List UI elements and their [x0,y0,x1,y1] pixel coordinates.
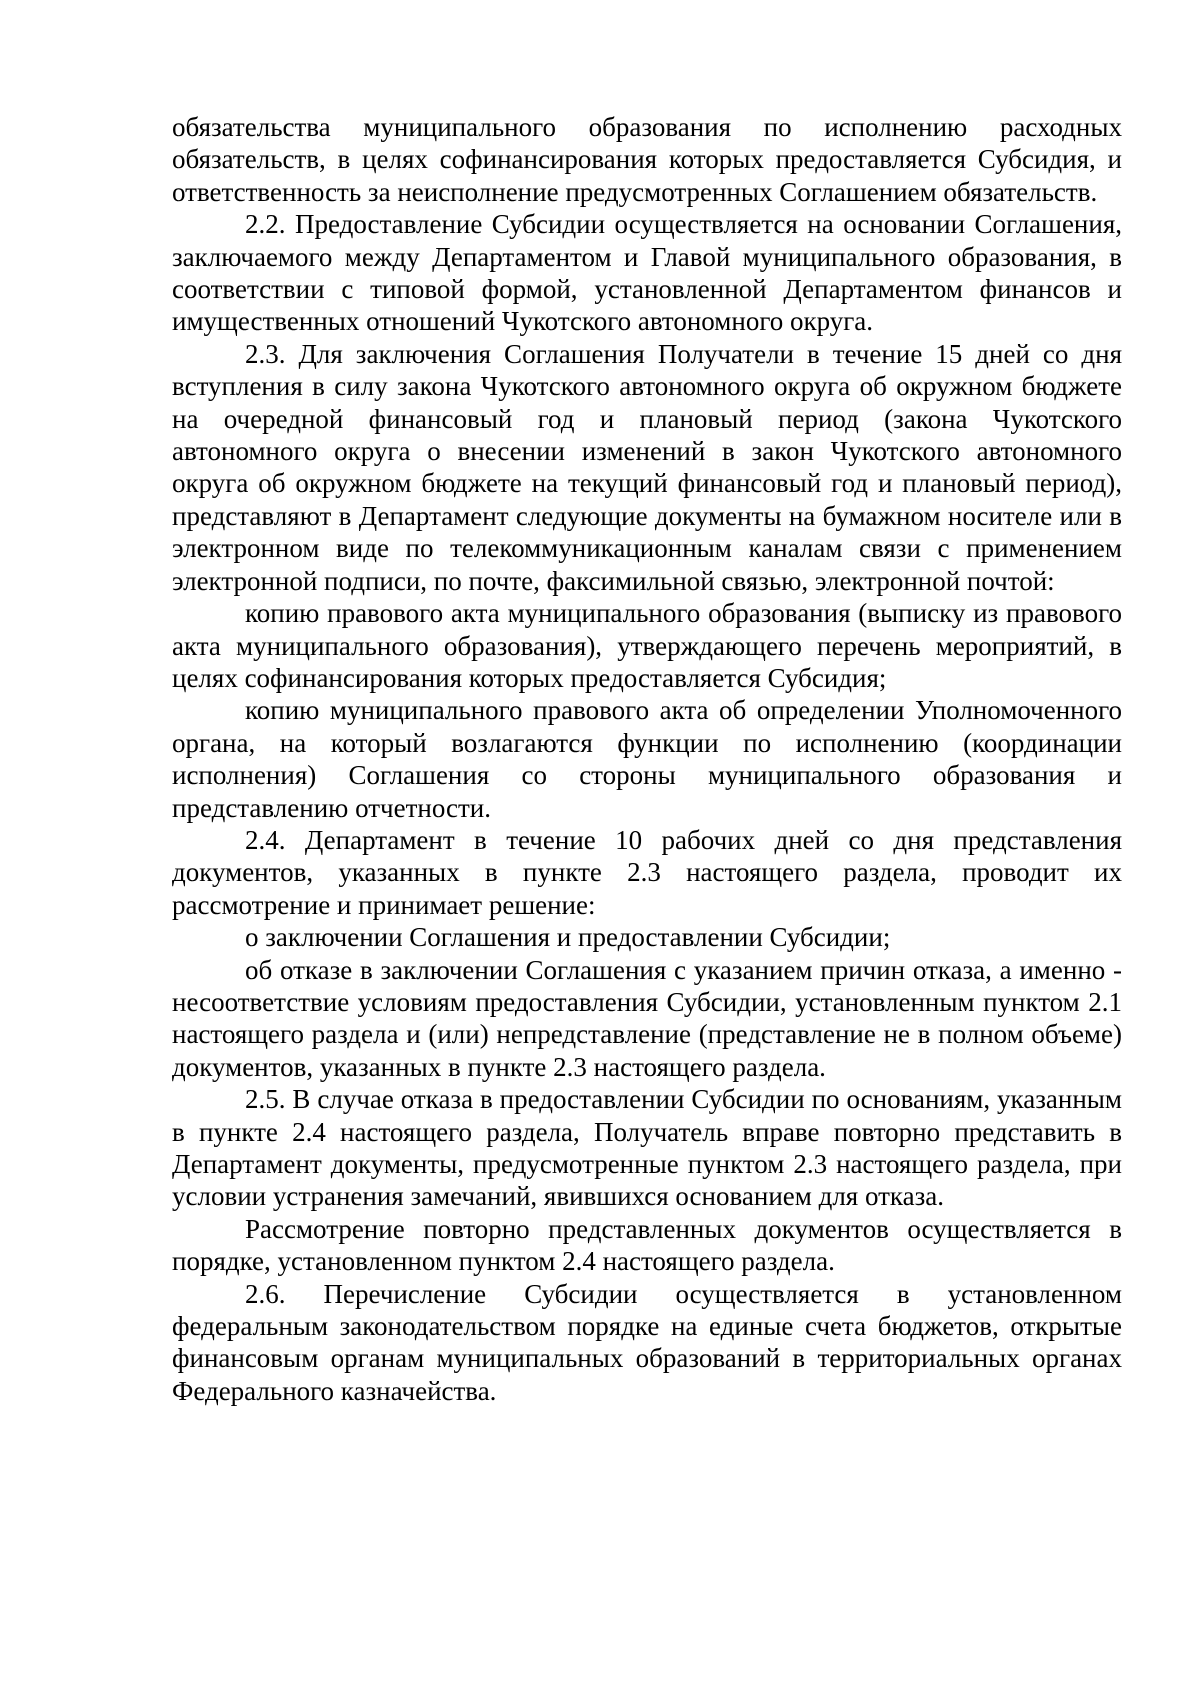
paragraph-2-3: 2.3. Для заключения Соглашения Получатели в течение 15 дней со дня вступления в силу закона Чукотского автономного округа об окружном бюджете на очередной финансовый год и плановый период (закона Чукотского автономного округа о внесении изменений в закон Чукотского автономного округа об окружном бюджете на текущий финансовый год и плановый период), представляют в Департамент следующие документы на бумажном носителе или в электронном виде по телекоммуникационным каналам связи с применением электронной подписи, по почте, факсимильной связью, электронной почтой: [172,338,1122,596]
paragraph-2-5: 2.5. В случае отказа в предоставлении Субсидии по основаниям, указанным в пункте 2.4 настоящего раздела, Получатель вправе повторно представить в Департамент документы, предусмотренные пунктом 2.3 настоящего раздела, при условии устранения замечаний, явившихся основанием для отказа. [172,1084,1122,1212]
paragraph-2-6: 2.6. Перечисление Субсидии осуществляется в установленном федеральным законодательством порядке на единые счета бюджетов, открытые финансовым органам муниципальных образований в территориальных органах Федерального казначейства. [172,1278,1122,1406]
paragraph-document-list-2: копию муниципального правового акта об определении Уполномоченного органа, на который возлагаются функции по исполнению (координации исполнения) Соглашения со стороны муниципального образования и представлению отчетности. [172,695,1122,823]
paragraph-obligations: обязательства муниципального образования по исполнению расходных обязательств, в целях софинансирования которых предоставляется Субсидия, и ответственность за неисполнение предусмотренных Соглашением обязательств. [172,112,1122,207]
paragraph-2-2: 2.2. Предоставление Субсидии осуществляется на основании Соглашения, заключаемого между Департаментом и Главой муниципального образования, в соответствии с типовой формой, установленной Департаментом финансов и имущественных отношений Чукотского автономного округа. [172,209,1122,337]
paragraph-resubmission: Рассмотрение повторно представленных документов осуществляется в порядке, установленном пунктом 2.4 настоящего раздела. [172,1213,1122,1277]
paragraph-decision-2: об отказе в заключении Соглашения с указанием причин отказа, а именно - несоответствие условиям предоставления Субсидии, установленным пунктом 2.1 настоящего раздела и (или) непредставление (представление не в полном объеме) документов, указанных в пункте 2.3 настоящего раздела. [172,954,1122,1082]
paragraph-decision-1: о заключении Соглашения и предоставлении Субсидии; [245,922,891,953]
paragraph-2-4: 2.4. Департамент в течение 10 рабочих дней со дня представления документов, указанных в пункте 2.3 настоящего раздела, проводит их рассмотрение и принимает решение: [172,824,1122,920]
paragraph-document-list-1: копию правового акта муниципального образования (выписку из правового акта муниципального образования), утверждающего перечень мероприятий, в целях софинансирования которых предоставляется Субсидия; [172,598,1122,693]
document-page [172,111,1122,1407]
